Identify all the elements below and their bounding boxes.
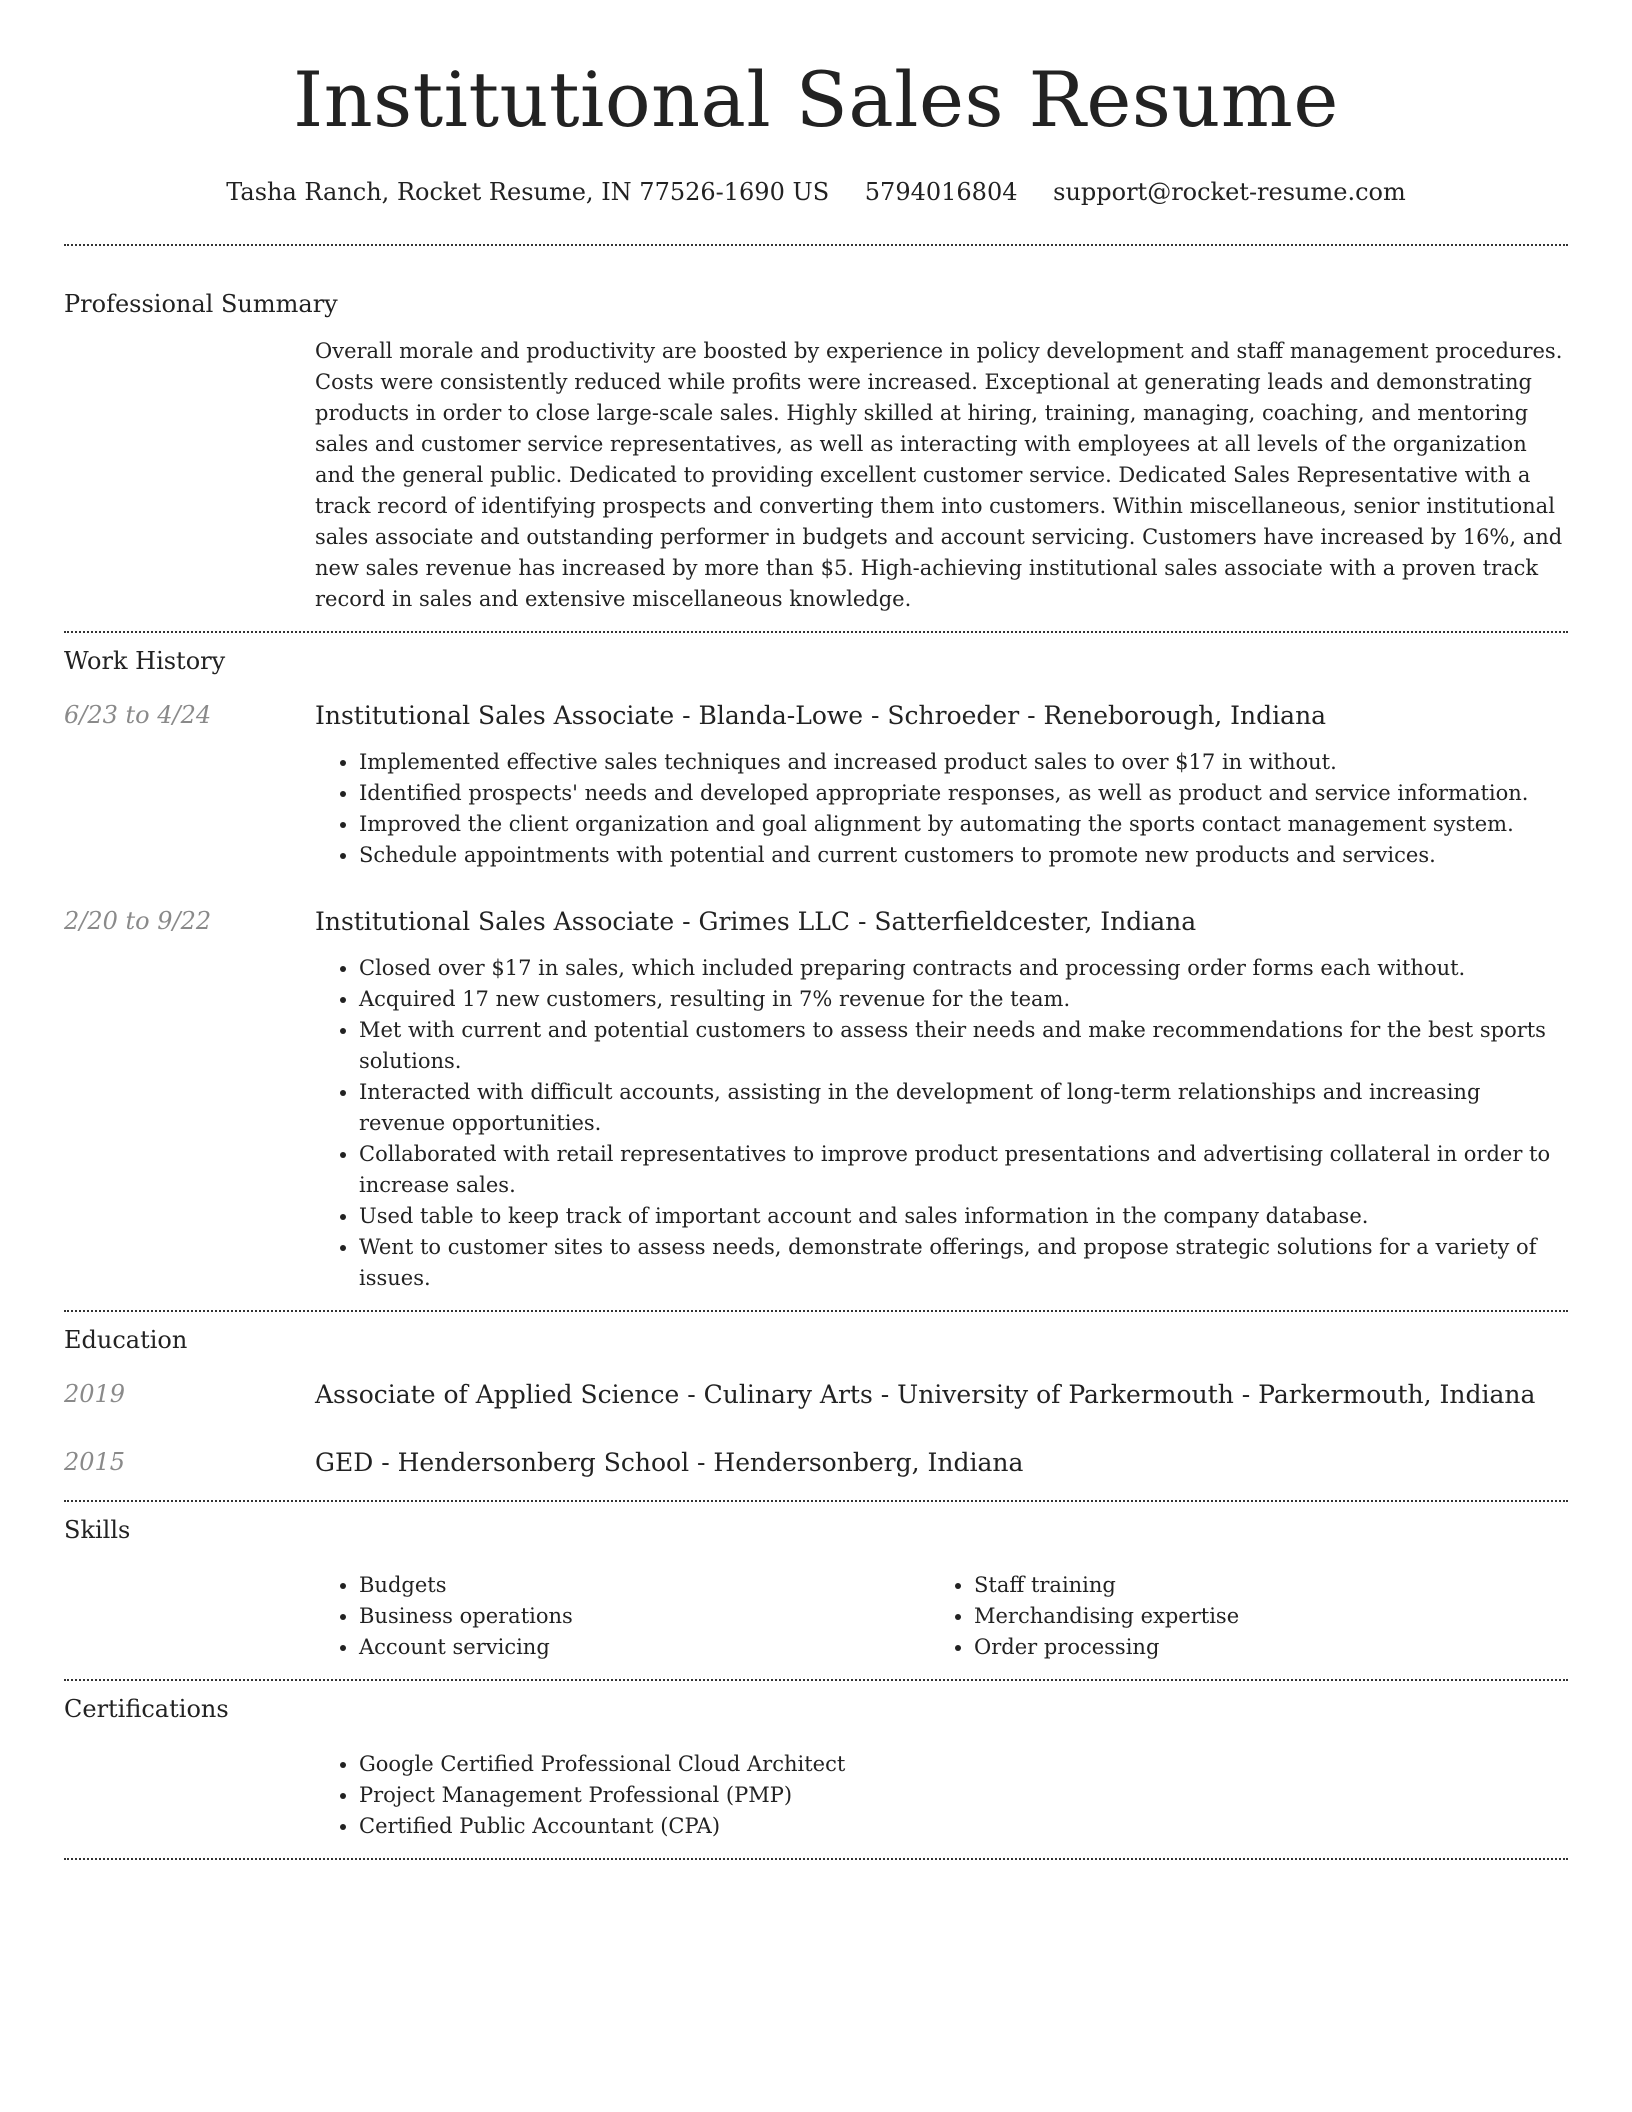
certifications-section	[64, 1681, 1568, 1842]
divider	[64, 1858, 1568, 1860]
job-bullet: • Met with current and potential customers to assess their needs and make recommendations for the best sports solutions.	[359, 1015, 1568, 1077]
job-dates: 2/20 to 9/22	[64, 907, 212, 935]
skill-item: • Order processing	[974, 1632, 1545, 1663]
job-entry	[64, 699, 1568, 871]
skills-section	[64, 1502, 1568, 1663]
job-bullet: • Collaborated with retail representatives to improve product presentations and advertising collateral in order to increase sales.	[359, 1139, 1568, 1201]
job-bullets	[315, 747, 1568, 871]
certification-item: • Certified Public Accountant (CPA)	[359, 1811, 1568, 1842]
job-bullet: • Acquired 17 new customers, resulting in 7% revenue for the team.	[359, 984, 1568, 1015]
education-text: Associate of Applied Science - Culinary Arts - University of Parkermouth - Parkermouth, Indiana	[315, 1380, 1536, 1409]
skills-list-right	[930, 1570, 1545, 1663]
job-bullet: • Went to customer sites to assess needs, demonstrate offerings, and propose strategic solutions for a variety of issues.	[359, 1232, 1568, 1294]
skill-item: • Business operations	[359, 1601, 930, 1632]
education-section	[64, 1312, 1568, 1480]
education-year: 2015	[64, 1448, 126, 1476]
contact-address: Tasha Ranch, Rocket Resume, IN 77526-1690 US	[226, 178, 830, 206]
job-bullet: • Interacted with difficult accounts, assisting in the development of long-term relationships and increasing revenue opportunities.	[359, 1077, 1568, 1139]
job-bullet: • Used table to keep track of important account and sales information in the company database.	[359, 1201, 1568, 1232]
education-entry	[64, 1446, 1568, 1480]
contact-line	[64, 176, 1568, 208]
education-text: GED - Hendersonberg School - Hendersonberg, Indiana	[315, 1448, 1024, 1477]
job-title: Institutional Sales Associate - Grimes LLC - Satterfieldcester, Indiana	[315, 907, 1197, 936]
certification-item: • Google Certified Professional Cloud Architect	[359, 1749, 1568, 1780]
skill-item: • Staff training	[974, 1570, 1545, 1601]
skills-heading: Skills	[64, 1516, 131, 1544]
education-heading: Education	[64, 1326, 188, 1354]
certification-item: • Project Management Professional (PMP)	[359, 1780, 1568, 1811]
contact-phone: 5794016804	[864, 178, 1018, 206]
job-title: Institutional Sales Associate - Blanda-Lowe - Schroeder - Reneborough, Indiana	[315, 701, 1327, 730]
resume-title: Institutional Sales Resume	[293, 55, 1339, 144]
job-dates: 6/23 to 4/24	[64, 701, 212, 729]
job-bullet: • Implemented effective sales techniques and increased product sales to over $17 in without.	[359, 747, 1568, 778]
job-bullet: • Improved the client organization and goal alignment by automating the sports contact management system.	[359, 809, 1568, 840]
contact-email: support@rocket-resume.com	[1053, 178, 1406, 206]
job-bullets	[315, 953, 1568, 1294]
skill-item: • Budgets	[359, 1570, 930, 1601]
skill-item: • Account servicing	[359, 1632, 930, 1663]
education-entry	[64, 1378, 1568, 1412]
job-bullet: • Identified prospects' needs and developed appropriate responses, as well as product and service information.	[359, 778, 1568, 809]
summary-text: Overall morale and productivity are boosted by experience in policy development and staff management procedures. Costs were consistently reduced while profits were increased. Exceptional at generating leads and demonstrating products in order to close large-scale sales. Highly skilled at hiring, training, managing, coaching, and mentoring sales and customer service representatives, as well as interacting with employees at all levels of the organization and the general public. Dedicated to providing excellent customer service. Dedicated Sales Representative with a track record of identifying prospects and converting them into customers. Within miscellaneous, senior institutional sales associate and outstanding performer in budgets and account servicing. Customers have increased by 16%, and new sales revenue has increased by more than $5. High-achieving institutional sales associate with a proven track record in sales and extensive miscellaneous knowledge.	[315, 339, 1563, 611]
certifications-list	[315, 1749, 1568, 1842]
work-history-heading: Work History	[64, 647, 226, 675]
work-history-section	[64, 633, 1568, 1294]
summary-heading: Professional Summary	[64, 290, 338, 318]
certifications-heading: Certifications	[64, 1695, 229, 1723]
job-bullet: • Schedule appointments with potential and current customers to promote new products and services.	[359, 840, 1568, 871]
skill-item: • Merchandising expertise	[974, 1601, 1545, 1632]
education-year: 2019	[64, 1380, 126, 1408]
resume-page	[64, 0, 1568, 1860]
job-entry	[64, 905, 1568, 1294]
skills-list-left	[315, 1570, 930, 1663]
job-bullet: • Closed over $17 in sales, which included preparing contracts and processing order forms each without.	[359, 953, 1568, 984]
summary-section	[64, 246, 1568, 615]
